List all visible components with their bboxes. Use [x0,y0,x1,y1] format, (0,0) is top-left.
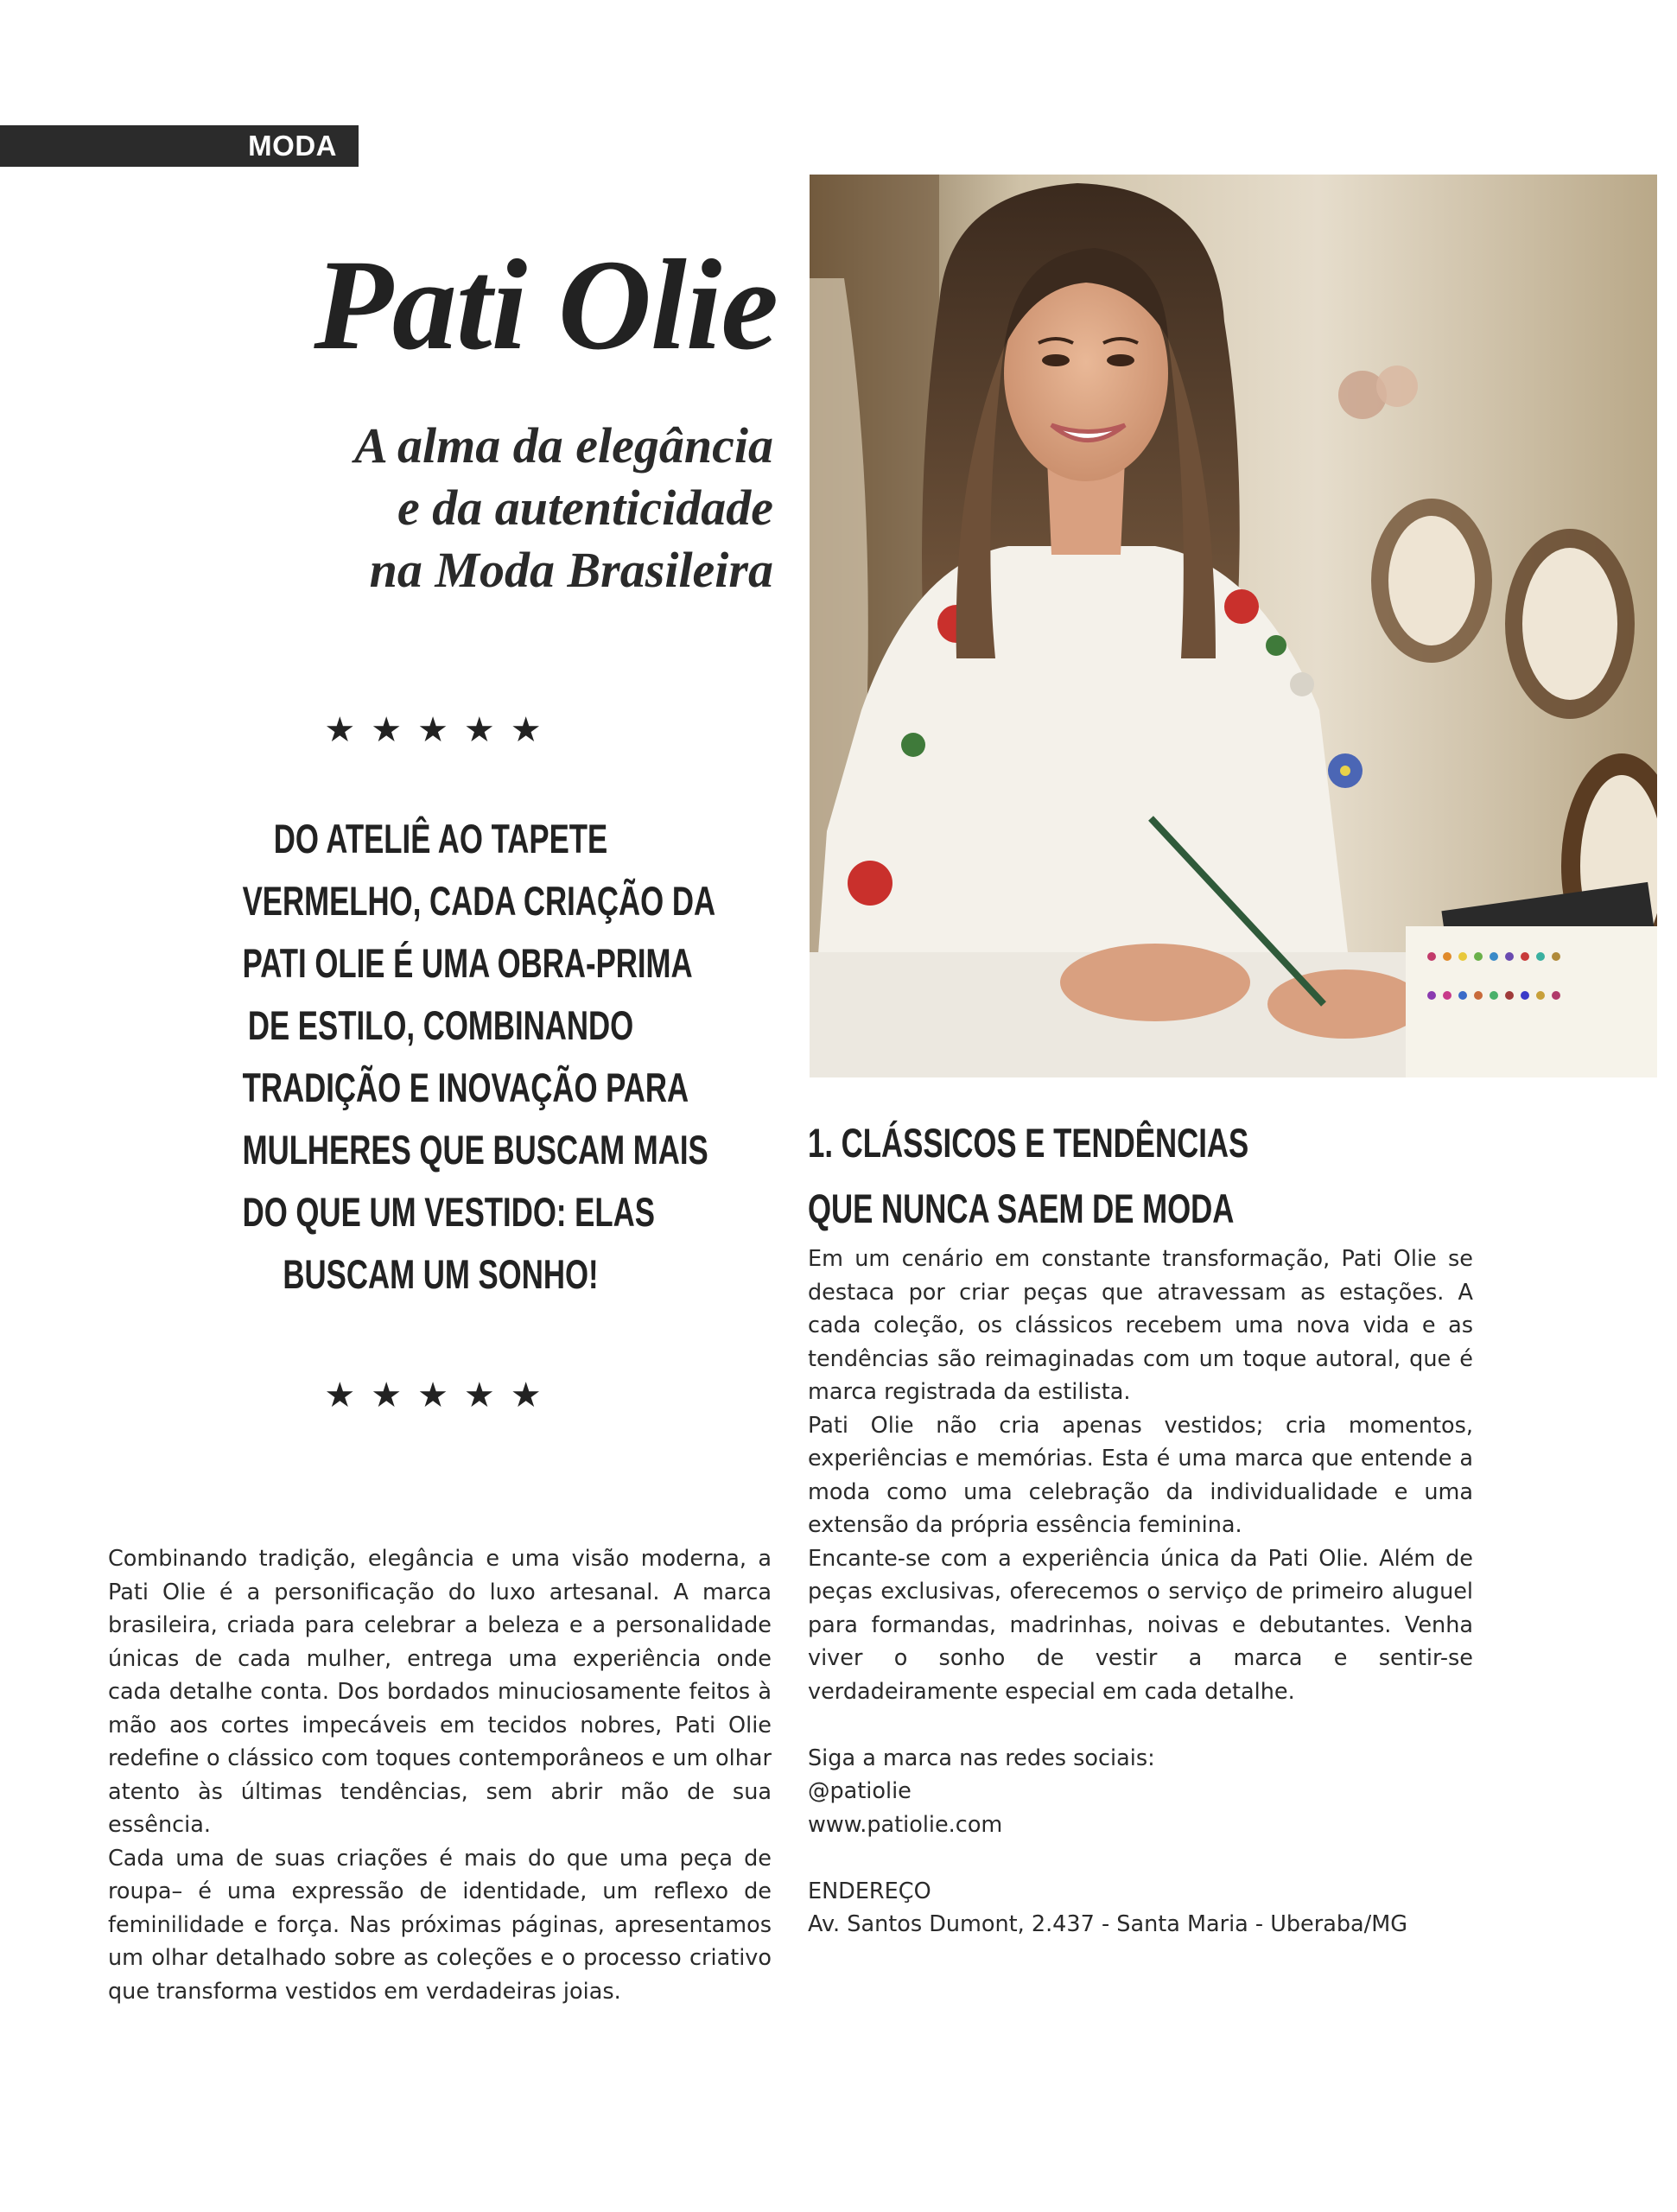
subtitle-line: A alma da elegância [354,417,773,474]
pull-quote [173,808,716,1306]
body-text-left [108,1542,772,2008]
quote-line: DO QUE UM VESTIDO: ELAS [242,1189,655,1235]
heading-line: QUE NUNCA SAEM DE MODA [808,1185,1235,1231]
quote-line: DO ATELIÊ AO TAPETE [273,816,608,861]
portrait-illustration [810,175,1657,1077]
address-text: Av. Santos Dumont, 2.437 - Santa Maria - Uberaba/MG [808,1911,1408,1937]
stars-divider-bottom: ★★★★★ [324,1376,557,1415]
portrait-photo [810,175,1657,1077]
section-tag: MODA [0,125,359,167]
instagram-handle[interactable]: @patiolie [808,1778,912,1804]
quote-line: TRADIÇÃO E INOVAÇÃO PARA [242,1065,689,1110]
paragraph: Encante-se com a experiência única da Pati Olie. Além de peças exclusivas, oferecemos o serviço de primeiro aluguel para formandas, madrinhas, noivas e debutantes. Venha viver o sonho de vestir a marca e sentir-se verdadeiramente especial em cada detalhe. [808,1545,1473,1705]
quote-line: BUSCAM UM SONHO! [283,1251,599,1297]
quote-line: DE ESTILO, COMBINANDO [247,1002,634,1048]
paragraph: Em um cenário em constante transformação, Pati Olie se destaca por criar peças que atravessam as estações. A cada coleção, os clássicos recebem uma nova vida e as tendências são reimaginadas com um toque autoral, que é marca registrada da estilista. [808,1246,1473,1405]
subtitle-line: na Moda Brasileira [369,542,773,598]
website-link[interactable]: www.patiolie.com [808,1811,1003,1838]
heading-line: 1. CLÁSSICOS E TENDÊNCIAS [808,1120,1249,1166]
quote-line: VERMELHO, CADA CRIAÇÃO DA [242,878,716,924]
quote-line: PATI OLIE É UMA OBRA-PRIMA [242,940,693,986]
paragraph: Pati Olie não cria apenas vestidos; cria momentos, experiências e memórias. Esta é uma marca que entende a moda como uma celebração da individualidade e uma extensão da própria essência feminina. [808,1412,1473,1538]
page-title: Pati Olie [314,233,778,377]
body-text-right [808,1243,1473,1942]
subtitle [138,415,773,601]
address-label: ENDEREÇO [808,1878,931,1904]
paragraph: Cada uma de suas criações é mais do que uma peça de roupa– é uma expressão de identidade, um reflexo de feminilidade e força. Nas próximas páginas, apresentamos um olhar detalhado sobre as coleções e o processo criativo que transforma vestidos em verdadeiras joias. [108,1845,772,2005]
subtitle-line: e da autenticidade [397,480,773,536]
paragraph: Combinando tradição, elegância e uma visão moderna, a Pati Olie é a personificação do luxo artesanal. A marca brasileira, criada para celebrar a beleza e a personalidade únicas de cada mulher, entrega uma experiência onde cada detalhe conta. Dos bordados minuciosamente feitos à mão aos cortes impecáveis em tecidos nobres, Pati Olie redefine o clássico com toques contemporâneos e um olhar atento às últimas tendências, sem abrir mão de sua essência. [108,1546,772,1838]
quote-line: MULHERES QUE BUSCAM MAIS [242,1127,708,1173]
stars-divider-top: ★★★★★ [324,710,557,750]
social-label: Siga a marca nas redes sociais: [808,1745,1155,1771]
section-heading [808,1110,1413,1242]
